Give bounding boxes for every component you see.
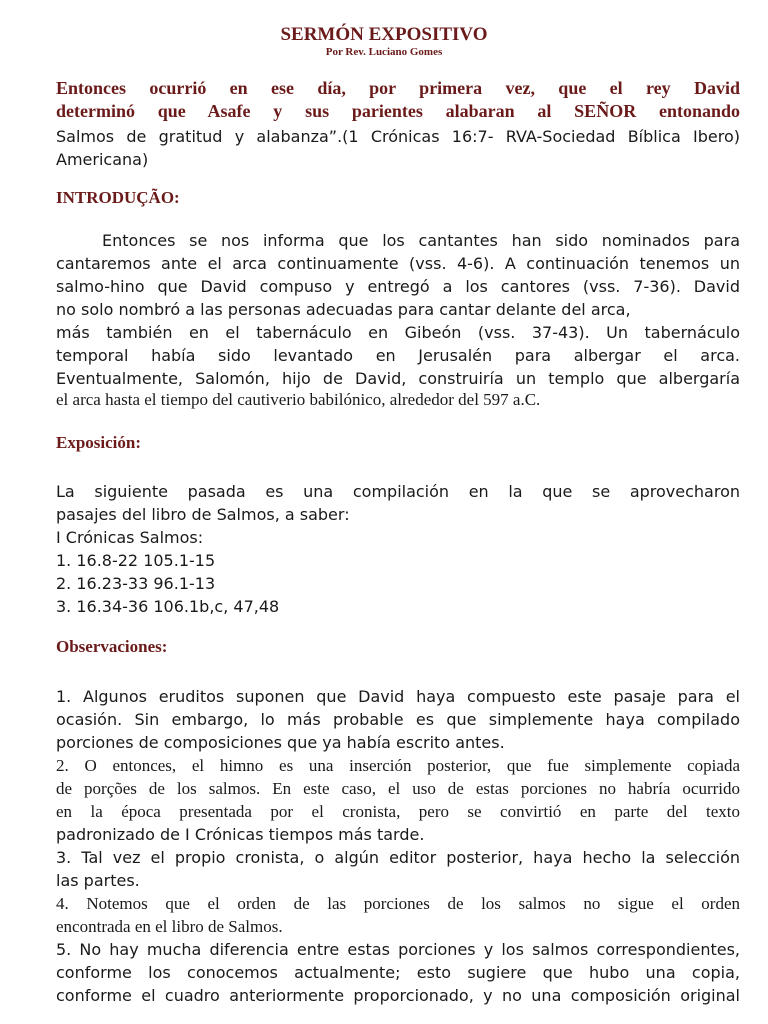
section-heading-introduction: INTRODUÇÃO:	[56, 188, 180, 207]
section-heading-observations: Observaciones:	[56, 637, 168, 656]
paragraph-line: cantaremos ante el arca continuamente (vss. 4-6). A continuación tenemos un	[56, 254, 740, 273]
document-title: SERMÓN EXPOSITIVO	[280, 24, 488, 45]
paragraph-line: ocasión. Sin embargo, lo más probable es que simplemente haya compilado	[56, 710, 740, 729]
list-item: 2. 16.23-33 96.1-13	[56, 574, 216, 593]
paragraph-line: conforme el cuadro anteriormente proporcionado, y no una composición original	[56, 986, 740, 1005]
author-byline: Por Rev. Luciano Gomes	[325, 46, 443, 58]
paragraph-line: de porções de los salmos. En este caso, el uso de estas porciones no habría ocurrido	[56, 779, 740, 798]
paragraph-line: pasajes del libro de Salmos, a saber:	[56, 505, 350, 524]
list-item: 1. 16.8-22 105.1-15	[56, 551, 216, 570]
paragraph-line: 1. Algunos eruditos suponen que David haya compuesto este pasaje para el	[56, 687, 740, 706]
paragraph-line: 3. Tal vez el propio cronista, o algún editor posterior, haya hecho la selección	[56, 848, 740, 867]
quote-line: Entonces ocurrió en ese día, por primera vez, que el rey David	[56, 78, 740, 98]
paragraph-line: 5. No hay mucha diferencia entre estas porciones y los salmos correspondientes,	[56, 940, 740, 959]
paragraph-line: conforme los conocemos actualmente; esto sugiere que hubo una copia,	[56, 963, 740, 982]
paragraph-line: en la época presentada por el cronista, pero se convirtió en parte del texto	[56, 802, 740, 821]
paragraph-line: padronizado de I Crónicas tiempos más tarde.	[56, 825, 425, 844]
section-heading-exposition: Exposición:	[56, 433, 142, 452]
paragraph-line: temporal había sido levantado en Jerusalén para albergar el arca.	[56, 346, 740, 365]
paragraph-line: 2. O entonces, el himno es una inserción posterior, que fue simplemente copiada	[56, 756, 740, 775]
list-item: I Crónicas Salmos:	[56, 528, 204, 547]
paragraph-line: Entonces se nos informa que los cantantes han sido nominados para	[102, 231, 740, 250]
paragraph-line: más también en el tabernáculo en Gibeón (vss. 37-43). Un tabernáculo	[56, 323, 740, 342]
paragraph-line: las partes.	[56, 871, 140, 890]
paragraph-line: 4. Notemos que el orden de las porciones de los salmos no sigue el orden	[56, 894, 740, 913]
paragraph-line: La siguiente pasada es una compilación en la que se aprovecharon	[56, 482, 740, 501]
paragraph-line: porciones de composiciones que ya había escrito antes.	[56, 733, 505, 752]
quote-line: determinó que Asafe y sus parientes alabaran al SEÑOR entonando	[56, 101, 740, 121]
paragraph-line: no solo nombró a las personas adecuadas para cantar delante del arca,	[56, 300, 631, 319]
paragraph-line: salmo-hino que David compuso y entregó a los cantores (vss. 7-36). David	[56, 277, 740, 296]
quote-line: Salmos de gratitud y alabanza”.(1 Crónicas 16:7- RVA-Sociedad Bíblica Ibero)	[56, 127, 740, 146]
quote-line: Americana)	[56, 150, 149, 169]
paragraph-line: el arca hasta el tiempo del cautiverio babilónico, alrededor del 597 a.C.	[56, 390, 541, 409]
list-item: 3. 16.34-36 106.1b,c, 47,48	[56, 597, 280, 616]
paragraph-line: encontrada en el libro de Salmos.	[56, 917, 283, 936]
paragraph-line: Eventualmente, Salomón, hijo de David, construiría un templo que albergaría	[56, 369, 740, 388]
